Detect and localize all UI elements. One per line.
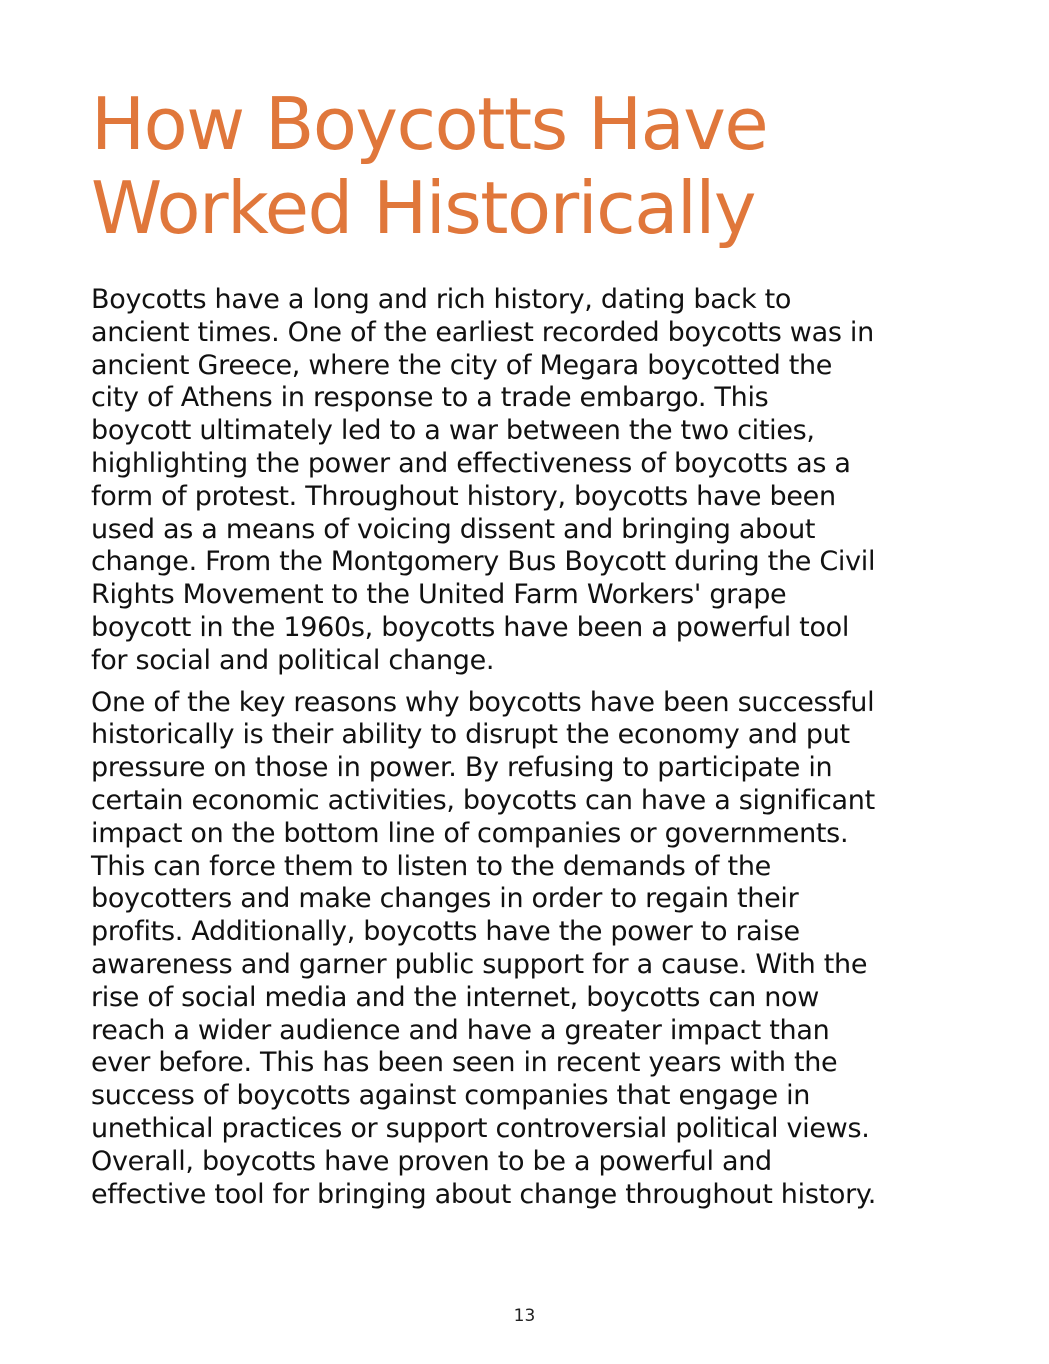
- text-line: pressure on those in power. By refusing to participate in: [91, 752, 833, 784]
- text-line: historically is their ability to disrupt the economy and put: [91, 719, 850, 751]
- text-line: used as a means of voicing dissent and bringing about: [91, 513, 816, 545]
- text-line: highlighting the power and effectiveness of boycotts as a: [91, 447, 851, 479]
- text-line: for social and political change.: [91, 644, 495, 676]
- paragraph-reasons: [91, 687, 981, 1212]
- text-line: boycott in the 1960s, boycotts have been a powerful tool: [91, 611, 850, 643]
- text-line: form of protest. Throughout history, boycotts have been: [91, 480, 836, 512]
- text-line: Boycotts have a long and rich history, dating back to: [91, 284, 792, 315]
- text-line: unethical practices or support controversial political views.: [91, 1112, 870, 1144]
- page-title: [91, 82, 991, 250]
- text-line: impact on the bottom line of companies or governments.: [91, 817, 849, 849]
- text-line: effective tool for bringing about change throughout history.: [91, 1178, 877, 1210]
- text-line: boycotters and make changes in order to regain their: [91, 883, 799, 915]
- text-line: ancient times. One of the earliest recorded boycotts was in: [91, 316, 874, 348]
- text-line: boycott ultimately led to a war between the two cities,: [91, 415, 815, 447]
- text-line: ever before. This has been seen in recent years with the: [91, 1047, 838, 1079]
- title-line: Worked Historically: [91, 166, 756, 250]
- paragraph-history: [91, 284, 981, 678]
- text-line: ancient Greece, where the city of Megara boycotted the: [91, 349, 833, 381]
- text-line: One of the key reasons why boycotts have been successful: [91, 686, 875, 718]
- text-line: change. From the Montgomery Bus Boycott during the Civil: [91, 546, 876, 578]
- text-line: Rights Movement to the United Farm Workers' grape: [91, 579, 787, 611]
- text-line: awareness and garner public support for a cause. With the: [91, 948, 868, 980]
- text-line: reach a wider audience and have a greater impact than: [91, 1014, 830, 1046]
- text-line: success of boycotts against companies that engage in: [91, 1080, 811, 1112]
- text-line: certain economic activities, boycotts can have a significant: [91, 784, 875, 816]
- title-line: How Boycotts Have: [91, 82, 768, 166]
- text-line: profits. Additionally, boycotts have the power to raise: [91, 916, 800, 948]
- text-line: This can force them to listen to the demands of the: [91, 850, 771, 882]
- text-line: rise of social media and the internet, boycotts can now: [91, 981, 820, 1013]
- body-text: [91, 284, 981, 1220]
- page-number: 13: [513, 1306, 536, 1326]
- text-line: city of Athens in response to a trade embargo. This: [91, 382, 769, 414]
- text-line: Overall, boycotts have proven to be a powerful and: [91, 1145, 772, 1177]
